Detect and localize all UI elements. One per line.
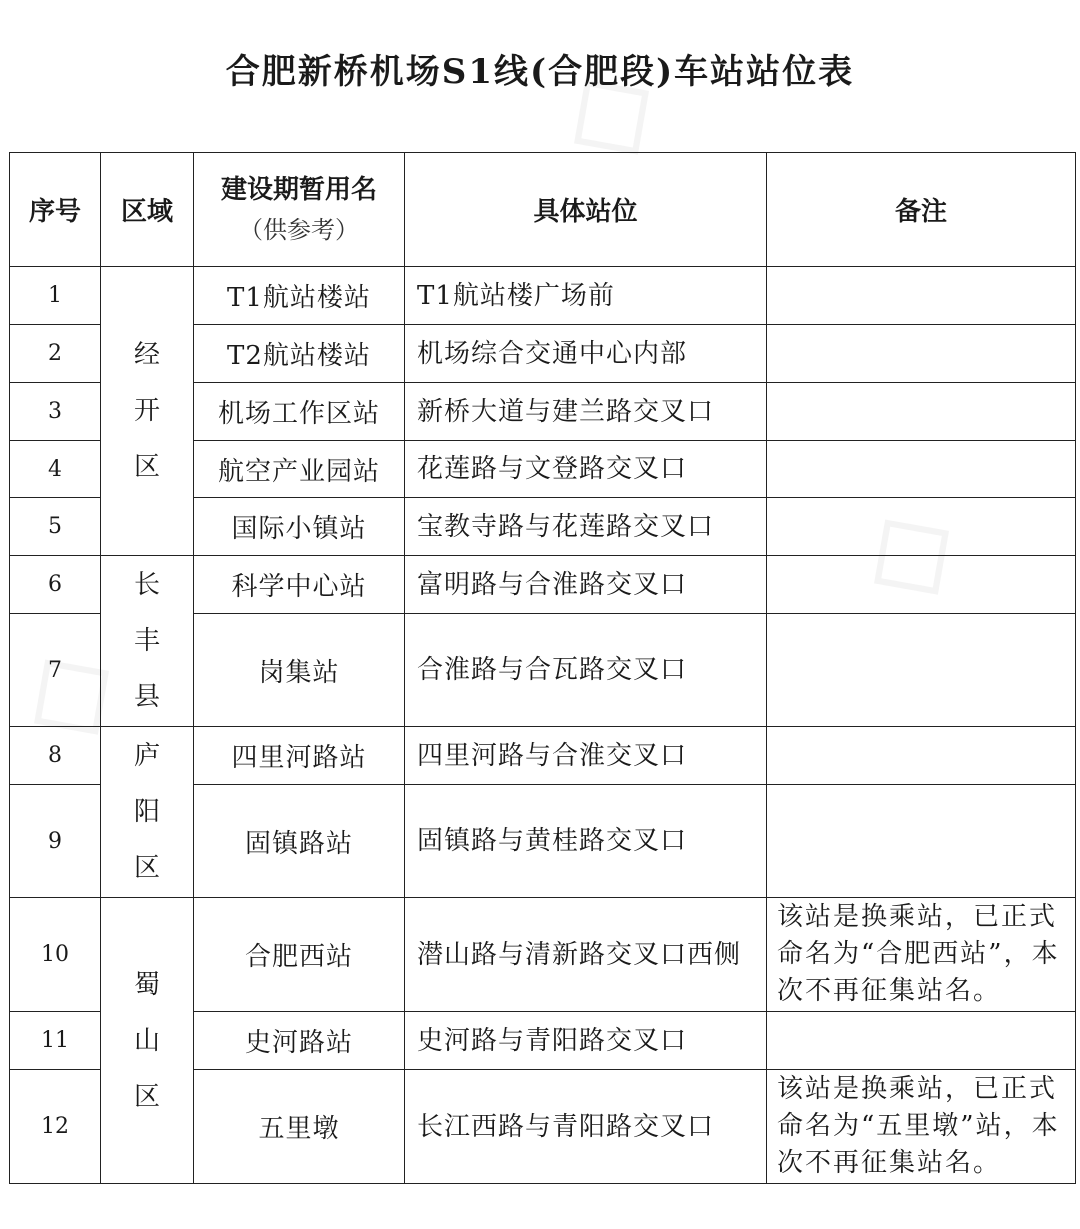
- table-row: [10, 556, 1076, 614]
- row-no: 9: [10, 785, 101, 898]
- station-location: 固镇路与黄桂路交叉口: [405, 785, 767, 898]
- table-row: [10, 267, 1076, 325]
- station-name: 五里墩: [194, 1070, 405, 1184]
- district-cell: [101, 556, 194, 727]
- station-location: T1航站楼广场前: [405, 267, 767, 325]
- station-name: 固镇路站: [194, 785, 405, 898]
- row-no: 4: [10, 441, 101, 498]
- station-note: [767, 441, 1076, 498]
- station-location: 富明路与合淮路交叉口: [405, 556, 767, 614]
- station-name: 四里河路站: [194, 727, 405, 785]
- district-cell: [101, 898, 194, 1184]
- header-name: [194, 153, 405, 267]
- station-location: 花莲路与文登路交叉口: [405, 441, 767, 498]
- station-note: [767, 727, 1076, 785]
- station-location: 宝教寺路与花莲路交叉口: [405, 498, 767, 556]
- row-no: 7: [10, 614, 101, 727]
- row-no: 10: [10, 898, 101, 1012]
- row-no: 8: [10, 727, 101, 785]
- document-title: 合肥新桥机场S1线(合肥段)车站站位表: [225, 52, 855, 92]
- station-name: T1航站楼站: [194, 267, 405, 325]
- station-note: [767, 383, 1076, 441]
- station-location: 史河路与青阳路交叉口: [405, 1012, 767, 1070]
- station-name: 史河路站: [194, 1012, 405, 1070]
- station-location: 四里河路与合淮交叉口: [405, 727, 767, 785]
- station-note: [767, 556, 1076, 614]
- station-location: 机场综合交通中心内部: [405, 325, 767, 383]
- station-name: 机场工作区站: [194, 383, 405, 441]
- station-location: 潜山路与清新路交叉口西侧: [405, 898, 767, 1012]
- row-no: 6: [10, 556, 101, 614]
- header-district: 区域: [101, 153, 194, 267]
- station-table: [9, 152, 1076, 1184]
- table-header-row: [10, 153, 1076, 267]
- station-name: 航空产业园站: [194, 441, 405, 498]
- row-no: 1: [10, 267, 101, 325]
- district-label: 长丰县: [133, 570, 160, 712]
- table-row: [10, 727, 1076, 785]
- station-note: [767, 325, 1076, 383]
- row-no: 3: [10, 383, 101, 441]
- station-note: [767, 614, 1076, 727]
- table-row: [10, 898, 1076, 1012]
- station-note: [767, 785, 1076, 898]
- row-no: 11: [10, 1012, 101, 1070]
- station-name: 国际小镇站: [194, 498, 405, 556]
- header-name-sub: （供参考）: [239, 215, 359, 244]
- header-location: 具体站位: [405, 153, 767, 267]
- row-no: 12: [10, 1070, 101, 1184]
- station-note: [767, 498, 1076, 556]
- district-cell: [101, 727, 194, 898]
- station-note: [767, 1012, 1076, 1070]
- header-no: 序号: [10, 153, 101, 267]
- station-location: 新桥大道与建兰路交叉口: [405, 383, 767, 441]
- station-note: 该站是换乘站，已正式命名为“合肥西站”，本次不再征集站名。: [767, 898, 1076, 1012]
- district-cell: [101, 267, 194, 556]
- station-note: [767, 267, 1076, 325]
- row-no: 2: [10, 325, 101, 383]
- district-label: 庐阳区: [133, 741, 160, 883]
- row-no: 5: [10, 498, 101, 556]
- district-label: 经开区: [133, 340, 160, 482]
- station-note: 该站是换乘站，已正式命名为“五里墩”站，本次不再征集站名。: [767, 1070, 1076, 1184]
- station-name: 科学中心站: [194, 556, 405, 614]
- header-name-main: 建设期暂用名: [220, 174, 377, 205]
- district-label: 蜀山区: [133, 969, 160, 1112]
- station-location: 合淮路与合瓦路交叉口: [405, 614, 767, 727]
- station-name: 岗集站: [194, 614, 405, 727]
- station-name: 合肥西站: [194, 898, 405, 1012]
- header-note: 备注: [767, 153, 1076, 267]
- station-location: 长江西路与青阳路交叉口: [405, 1070, 767, 1184]
- station-name: T2航站楼站: [194, 325, 405, 383]
